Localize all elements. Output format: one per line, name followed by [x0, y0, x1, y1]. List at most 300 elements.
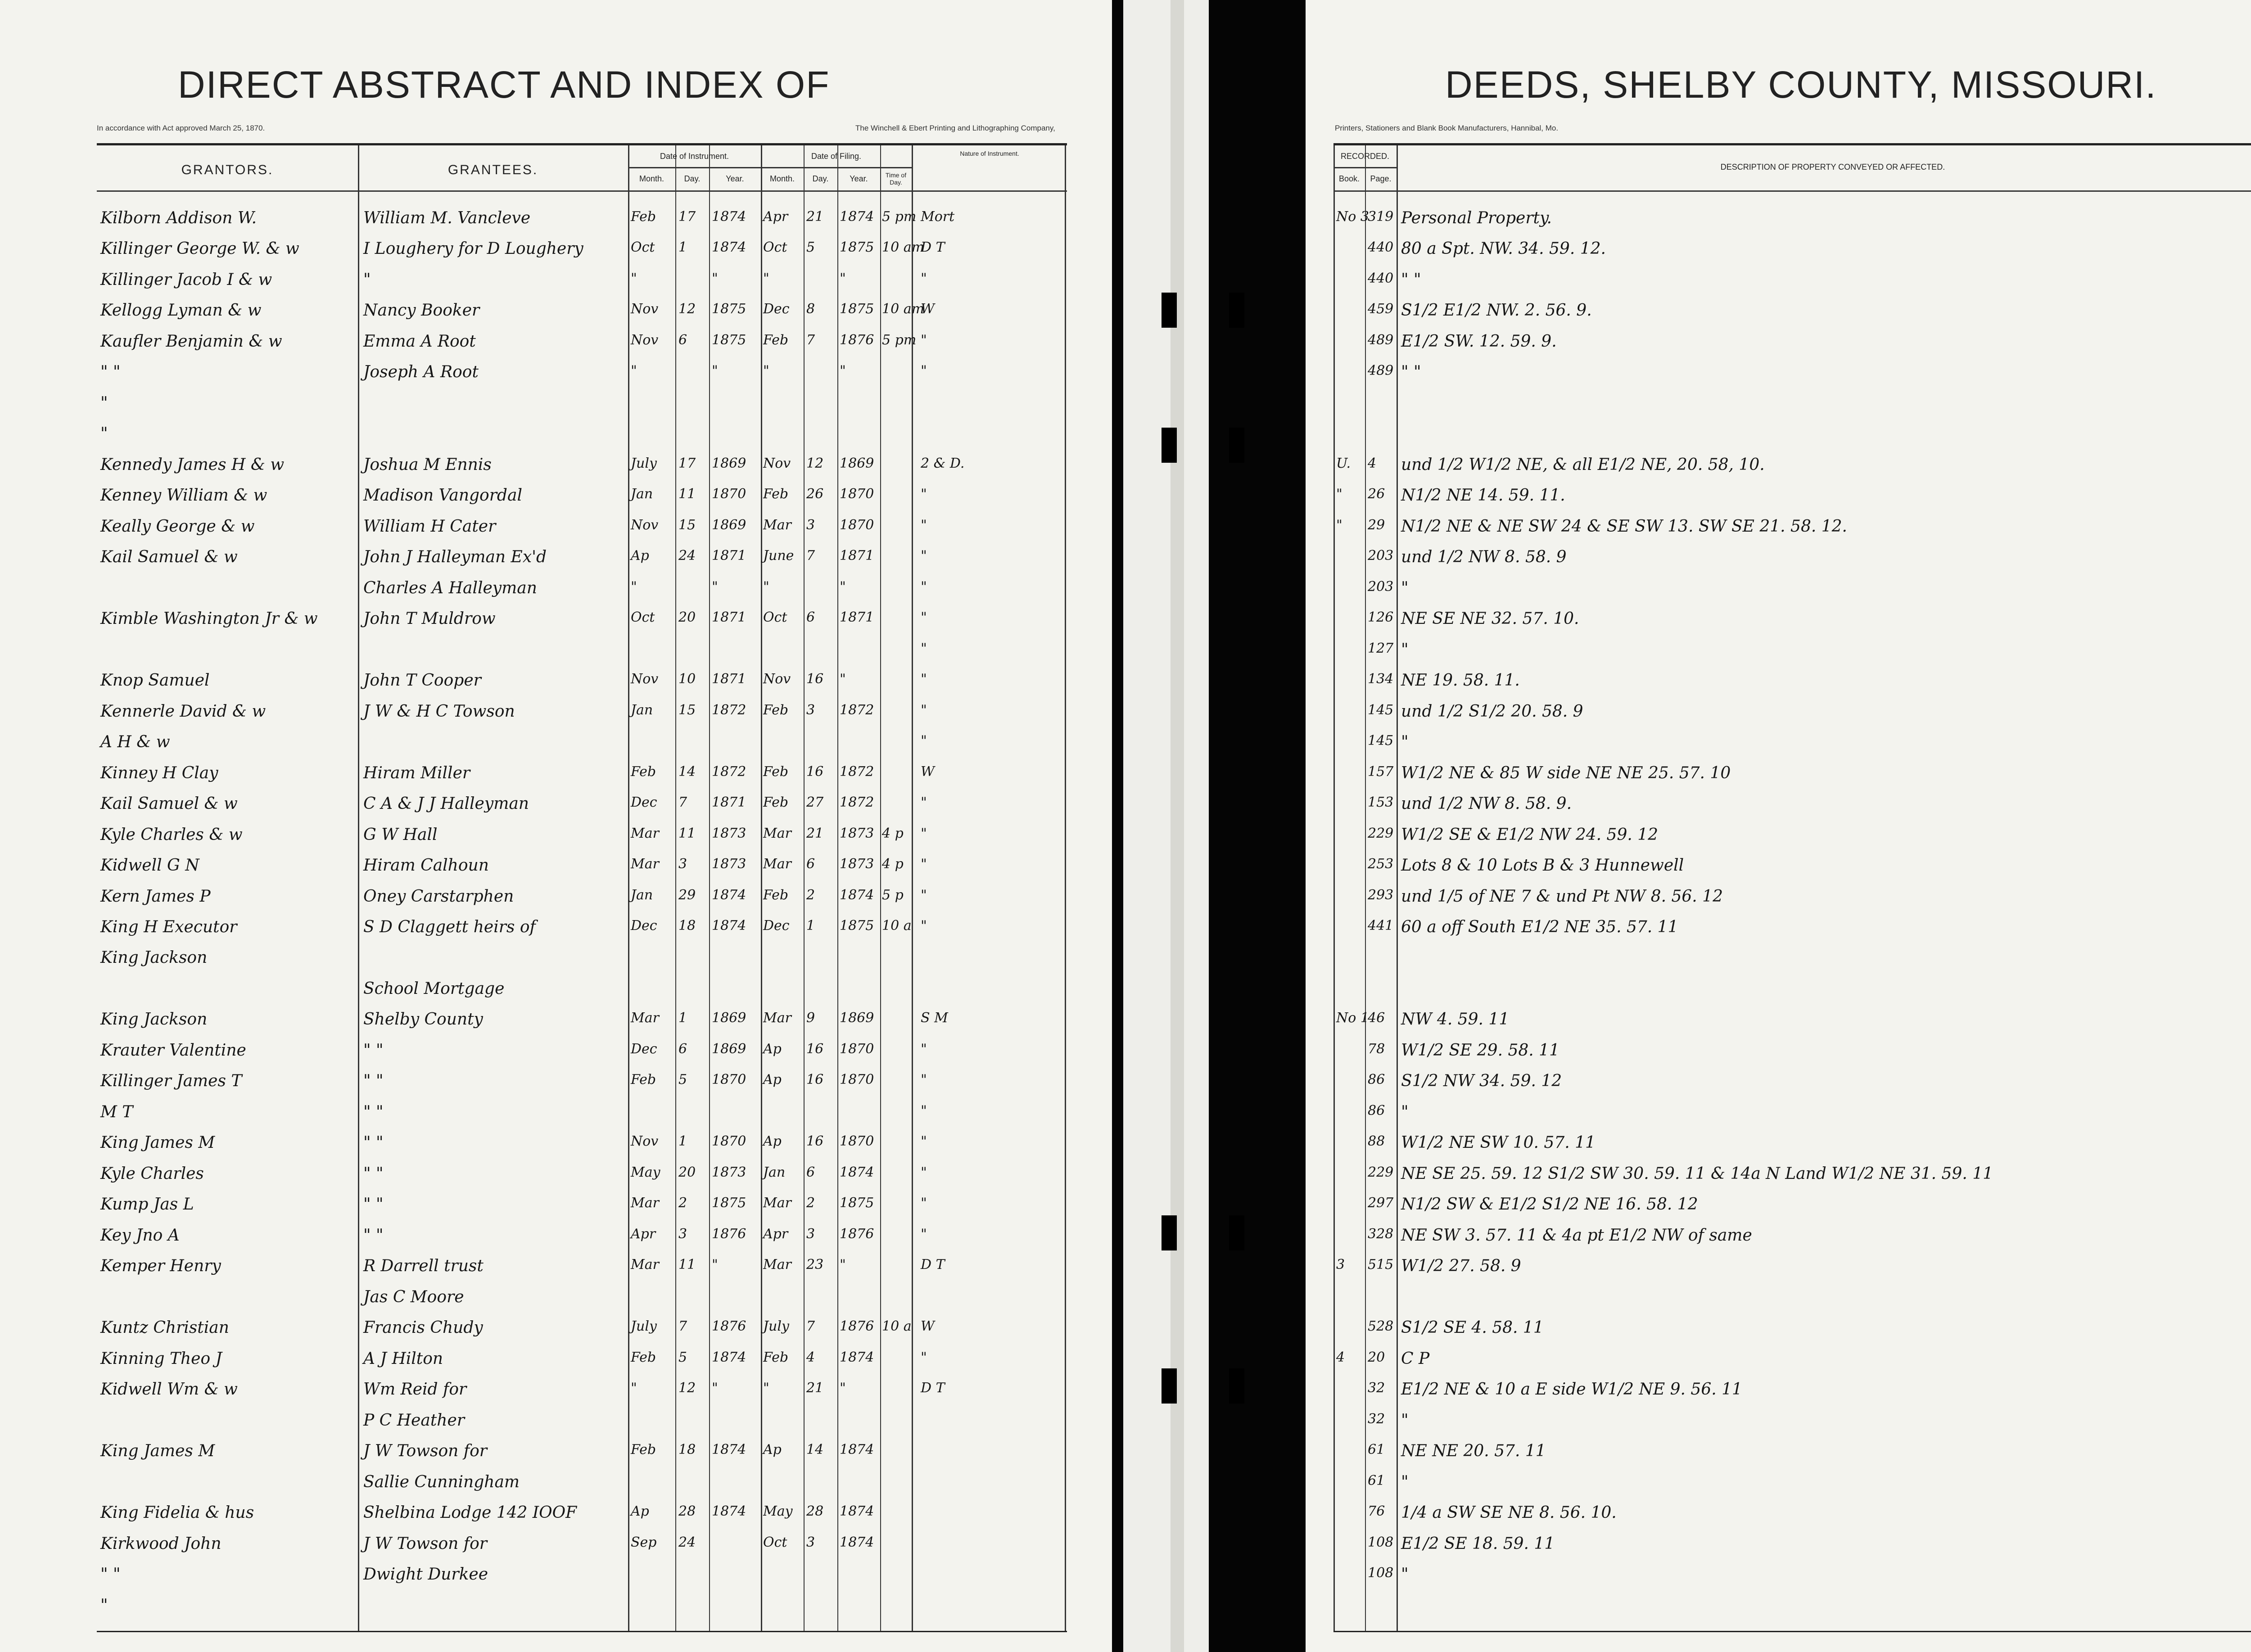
- filing-day: 2: [806, 1195, 815, 1211]
- filing-day: 8: [806, 301, 815, 317]
- grantor-name: Killinger James T: [100, 1072, 242, 1090]
- binding-hole: [1229, 293, 1244, 328]
- filing-year: 1870: [840, 1041, 874, 1057]
- book-number: 4: [1336, 1350, 1345, 1365]
- description-header: DESCRIPTION OF PROPERTY CONVEYED OR AFFECTED.: [1720, 162, 1945, 172]
- filing-year: 1871: [840, 609, 874, 625]
- instrument-year: ": [712, 1257, 718, 1273]
- filing-year: ": [840, 271, 846, 286]
- nature-of-instrument: ": [921, 641, 927, 656]
- table-row: [97, 1439, 1067, 1470]
- page-number-entry: 528: [1368, 1318, 1394, 1334]
- property-description: 80 a Spt. NW. 34. 59. 12.: [1401, 239, 1606, 258]
- filing-month: Feb: [763, 332, 789, 348]
- instrument-month: July: [631, 1318, 657, 1334]
- table-row: [1333, 483, 2251, 514]
- filing-day-header: Day.: [812, 174, 829, 183]
- table-row: [97, 1470, 1067, 1501]
- binding-hole: [1162, 293, 1177, 328]
- grantee-name: Francis Chudy: [363, 1318, 483, 1337]
- table-row: [1333, 206, 2251, 237]
- instrument-day: 20: [678, 609, 696, 625]
- table-row: [1333, 977, 2251, 1007]
- property-description: NE SW 3. 57. 11 & 4a pt E1/2 NW of same: [1401, 1226, 1752, 1245]
- grantor-name: Kinney H Clay: [100, 764, 218, 782]
- property-description: NE SE 25. 59. 12 S1/2 SW 30. 59. 11 & 14a N Land W1/2 NE 31. 59. 11: [1401, 1165, 1993, 1183]
- grantor-name: ": [100, 1596, 108, 1615]
- instrument-year: 1870: [712, 1072, 746, 1088]
- property-description: ": [1401, 579, 1409, 597]
- table-row: [1333, 761, 2251, 792]
- instrument-day: 6: [678, 332, 687, 348]
- instrument-day: 2: [678, 1195, 687, 1211]
- book-header: Book.: [1338, 174, 1360, 183]
- instrument-year: 1869: [712, 456, 746, 471]
- instrument-month: ": [631, 271, 637, 286]
- table-row: [97, 1038, 1067, 1069]
- table-row: [97, 298, 1067, 329]
- grantee-name: Sallie Cunningham: [363, 1473, 520, 1491]
- instrument-month: Mar: [631, 826, 659, 841]
- property-description: N1/2 NE 14. 59. 11.: [1401, 486, 1565, 505]
- instrument-month: ": [631, 1380, 637, 1396]
- property-description: ": [1401, 733, 1409, 751]
- table-row: [97, 1007, 1067, 1038]
- instrument-month: Nov: [631, 301, 659, 317]
- filing-month-header: Month.: [769, 174, 795, 183]
- page-number-entry: 253: [1368, 856, 1394, 872]
- nature-of-instrument: ": [921, 1165, 927, 1180]
- page-number-entry: 20: [1368, 1350, 1385, 1365]
- grantee-name: C A & J J Halleyman: [363, 794, 529, 813]
- printer-credit-right: Printers, Stationers and Blank Book Manufacturers, Hannibal, Mo.: [1335, 124, 1559, 132]
- table-row: [97, 422, 1067, 452]
- instrument-day: 1: [678, 1010, 687, 1026]
- inst-year-header: Year.: [726, 174, 744, 183]
- filing-day: 3: [806, 702, 815, 718]
- instrument-month: Mar: [631, 1195, 659, 1211]
- table-row: [1333, 1192, 2251, 1223]
- nature-of-instrument: ": [921, 1195, 927, 1211]
- page-number-entry: 26: [1368, 486, 1385, 502]
- filing-year: 1872: [840, 702, 874, 718]
- grantor-name: Kenney William & w: [100, 486, 267, 505]
- filing-day: 3: [806, 1535, 815, 1550]
- instrument-year: 1872: [712, 702, 746, 718]
- filing-day: 27: [806, 794, 824, 810]
- table-row: [97, 391, 1067, 422]
- table-row: [97, 700, 1067, 730]
- instrument-day: 29: [678, 887, 696, 903]
- nature-of-instrument: W: [921, 764, 935, 780]
- table-row: [1333, 607, 2251, 637]
- page-number-entry: 134: [1368, 671, 1394, 687]
- filing-month: Ap: [763, 1072, 782, 1088]
- instrument-day: 20: [678, 1165, 696, 1180]
- table-row: [97, 761, 1067, 792]
- page-number-entry: 46: [1368, 1010, 1385, 1026]
- nature-of-instrument: D T: [921, 1257, 945, 1273]
- filing-year: 1876: [840, 1318, 874, 1334]
- grantee-name: " ": [363, 1195, 384, 1214]
- grantor-name: Kail Samuel & w: [100, 548, 238, 566]
- instrument-month: Apr: [631, 1226, 656, 1242]
- filing-month: Mar: [763, 517, 791, 533]
- table-row: [1333, 1408, 2251, 1439]
- filing-month: Ap: [763, 1442, 782, 1458]
- page-number-entry: 145: [1368, 702, 1394, 718]
- filing-time: 10 a: [882, 918, 912, 934]
- table-row: [1333, 668, 2251, 699]
- property-description-table: [1333, 143, 2251, 1632]
- filing-year: 1873: [840, 856, 874, 872]
- instrument-month: Mar: [631, 1257, 659, 1273]
- page-number-entry: 29: [1368, 517, 1385, 533]
- property-description: W1/2 SE & E1/2 NW 24. 59. 12: [1401, 826, 1659, 844]
- filing-day: 23: [806, 1257, 824, 1273]
- filing-day: 3: [806, 517, 815, 533]
- table-row: [97, 977, 1067, 1007]
- page-number-entry: 86: [1368, 1072, 1385, 1088]
- page-header: Page.: [1370, 174, 1392, 183]
- filing-year: 1873: [840, 826, 874, 841]
- instrument-day: 3: [678, 1226, 687, 1242]
- instrument-year: 1871: [712, 671, 746, 687]
- table-row: [1333, 515, 2251, 545]
- instrument-day: 7: [678, 794, 687, 810]
- nature-of-instrument: ": [921, 332, 927, 348]
- table-row: [97, 607, 1067, 637]
- filing-day: 16: [806, 1041, 824, 1057]
- page-number-entry: 515: [1368, 1257, 1394, 1273]
- grantor-name: King Fidelia & hus: [100, 1503, 254, 1522]
- table-row: [1333, 853, 2251, 884]
- grantee-name: Wm Reid for: [363, 1380, 467, 1399]
- table-row: [97, 483, 1067, 514]
- instrument-year: 1871: [712, 548, 746, 564]
- filing-month: Nov: [763, 456, 791, 471]
- property-description: " ": [1401, 363, 1421, 381]
- table-row: [97, 237, 1067, 267]
- page-number-entry: 127: [1368, 641, 1394, 656]
- instrument-day: 28: [678, 1503, 696, 1519]
- instrument-month: Nov: [631, 517, 659, 533]
- grantee-name: " ": [363, 1103, 384, 1121]
- nature-of-instrument: ": [921, 671, 927, 687]
- instrument-month: ": [631, 579, 637, 595]
- table-row: [1333, 700, 2251, 730]
- instrument-month: Feb: [631, 1072, 656, 1088]
- instrument-day: 18: [678, 918, 696, 934]
- grantee-name: John T Muldrow: [363, 609, 496, 628]
- right-ledger-page: [1306, 0, 2251, 1652]
- filing-day: 4: [806, 1350, 815, 1365]
- filing-year: 1870: [840, 486, 874, 502]
- grantor-name: Kaufler Benjamin & w: [100, 332, 282, 351]
- instrument-year: 1873: [712, 856, 746, 872]
- filing-day: 9: [806, 1010, 815, 1026]
- grantee-name: J W Towson for: [363, 1535, 488, 1553]
- table-row: [97, 360, 1067, 391]
- grantee-name: Nancy Booker: [363, 301, 480, 320]
- filing-year: 1869: [840, 1010, 874, 1026]
- property-description: " ": [1401, 271, 1421, 289]
- filing-month: Jan: [763, 1165, 786, 1180]
- page-number-entry: 108: [1368, 1535, 1394, 1550]
- filing-month: Oct: [763, 239, 787, 255]
- right-page-title: DEEDS, SHELBY COUNTY, MISSOURI.: [1445, 63, 2157, 106]
- property-description: ": [1401, 1411, 1409, 1430]
- filing-year: 1876: [840, 332, 874, 348]
- nature-of-instrument: S M: [921, 1010, 948, 1026]
- instrument-month: Feb: [631, 1442, 656, 1458]
- property-description: NE NE 20. 57. 11: [1401, 1442, 1546, 1460]
- instrument-month: Oct: [631, 239, 655, 255]
- nature-of-instrument: ": [921, 548, 927, 564]
- nature-of-instrument: ": [921, 1103, 927, 1119]
- instrument-year: 1871: [712, 609, 746, 625]
- table-row: [1333, 1593, 2251, 1624]
- instrument-day: 1: [678, 239, 687, 255]
- table-row: [97, 1192, 1067, 1223]
- table-row: [1333, 1347, 2251, 1377]
- table-row: [1333, 1007, 2251, 1038]
- instrument-month: Jan: [631, 702, 653, 718]
- filing-day: 21: [806, 209, 824, 225]
- filing-month: Mar: [763, 1195, 791, 1211]
- property-description: ": [1401, 641, 1409, 659]
- filing-time: 5 pm: [882, 332, 917, 348]
- table-row: [97, 1316, 1067, 1346]
- instrument-year: 1876: [712, 1318, 746, 1334]
- page-number-entry: 86: [1368, 1103, 1385, 1119]
- table-row: [1333, 576, 2251, 607]
- instrument-year: ": [712, 271, 718, 286]
- table-row: [1333, 268, 2251, 298]
- grantor-name: Kidwell Wm & w: [100, 1380, 238, 1399]
- book-number: ": [1336, 517, 1342, 533]
- page-number-entry: 319: [1368, 209, 1394, 225]
- table-row: [1333, 329, 2251, 360]
- grantor-name: Killinger George W. & w: [100, 239, 299, 258]
- table-row: [1333, 391, 2251, 422]
- filing-year: ": [840, 363, 846, 379]
- instrument-day: 24: [678, 1535, 696, 1550]
- instrument-year: 1874: [712, 209, 746, 225]
- page-number-entry: 441: [1368, 918, 1394, 934]
- filing-time: 5 p: [882, 887, 904, 903]
- instrument-month: Dec: [631, 794, 657, 810]
- filing-day: 16: [806, 764, 824, 780]
- table-row: [1333, 237, 2251, 267]
- grantor-name: Kirkwood John: [100, 1535, 221, 1553]
- filing-month: Mar: [763, 856, 791, 872]
- page-number-entry: 4: [1368, 456, 1377, 471]
- filing-year: 1872: [840, 764, 874, 780]
- filing-month: Feb: [763, 1350, 789, 1365]
- grantee-name: Joseph A Root: [363, 363, 479, 381]
- instrument-day: 18: [678, 1442, 696, 1458]
- grantor-name: King James M: [100, 1133, 215, 1152]
- filing-day: 2: [806, 887, 815, 903]
- filing-year: 1876: [840, 1226, 874, 1242]
- date-of-instrument-header: Date of Instrument.: [660, 152, 729, 161]
- left-page-title: DIRECT ABSTRACT AND INDEX OF: [178, 63, 830, 106]
- table-row: [1333, 1038, 2251, 1069]
- filing-year: 1874: [840, 1535, 874, 1550]
- table-row: [1333, 422, 2251, 452]
- grantor-name: Kilborn Addison W.: [100, 209, 257, 227]
- filing-year: ": [840, 1380, 846, 1396]
- instrument-year: 1874: [712, 1503, 746, 1519]
- grantee-name: Hiram Miller: [363, 764, 470, 782]
- instrument-day: 7: [678, 1318, 687, 1334]
- filing-year: 1875: [840, 301, 874, 317]
- filing-year: 1870: [840, 1072, 874, 1088]
- table-row: [1333, 823, 2251, 853]
- table-row: [97, 1501, 1067, 1531]
- instrument-day: 5: [678, 1350, 687, 1365]
- instrument-day: 12: [678, 301, 696, 317]
- instrument-year: 1872: [712, 764, 746, 780]
- table-row: [1333, 1100, 2251, 1131]
- nature-of-instrument: ": [921, 609, 927, 625]
- filing-day: 21: [806, 1380, 824, 1396]
- filing-month: ": [763, 1380, 769, 1396]
- date-of-filing-header: Date of Filing.: [811, 152, 862, 161]
- book-number: No 1: [1336, 1010, 1369, 1026]
- property-description: ": [1401, 1565, 1409, 1584]
- table-row: [1333, 545, 2251, 576]
- nature-of-instrument: ": [921, 363, 927, 379]
- instrument-month: Jan: [631, 887, 653, 903]
- filing-month: Mar: [763, 1257, 791, 1273]
- grantee-name: S D Claggett heirs of: [363, 918, 536, 936]
- filing-day: 5: [806, 239, 815, 255]
- filing-time: 10 am: [882, 301, 925, 317]
- filing-year: 1874: [840, 1503, 874, 1519]
- nature-of-instrument: W: [921, 301, 935, 317]
- filing-year: ": [840, 671, 846, 687]
- table-row: [1333, 1377, 2251, 1408]
- instrument-day: 17: [678, 456, 696, 471]
- grantor-name: Kern James P: [100, 887, 211, 906]
- grantee-name: Oney Carstarphen: [363, 887, 514, 906]
- filing-year: ": [840, 1257, 846, 1273]
- grantee-name: " ": [363, 1133, 384, 1152]
- filing-month: Feb: [763, 794, 789, 810]
- instrument-year: ": [712, 1380, 718, 1396]
- filing-year-header: Year.: [850, 174, 868, 183]
- instrument-day: 14: [678, 764, 696, 780]
- page-number-entry: 88: [1368, 1133, 1385, 1149]
- inst-day-header: Day.: [684, 174, 701, 183]
- grantor-name: " ": [100, 1565, 121, 1584]
- table-row: [1333, 298, 2251, 329]
- grantor-name: King James M: [100, 1442, 215, 1460]
- table-row: [1333, 1223, 2251, 1254]
- instrument-day: 24: [678, 548, 696, 564]
- table-row: [97, 329, 1067, 360]
- nature-of-instrument: ": [921, 1041, 927, 1057]
- nature-of-instrument: ": [921, 794, 927, 810]
- grantor-name: Krauter Valentine: [100, 1041, 246, 1060]
- nature-of-instrument: ": [921, 733, 927, 749]
- filing-day: 16: [806, 671, 824, 687]
- grantees-header: GRANTEES.: [447, 162, 538, 177]
- filing-month: Feb: [763, 702, 789, 718]
- instrument-day: 15: [678, 702, 696, 718]
- instrument-year: 1874: [712, 887, 746, 903]
- property-description: NE 19. 58. 11.: [1401, 671, 1520, 690]
- instrument-month: Nov: [631, 332, 659, 348]
- nature-of-instrument: ": [921, 486, 927, 502]
- page-number-entry: 203: [1368, 548, 1394, 564]
- property-description: N1/2 SW & E1/2 S1/2 NE 16. 58. 12: [1401, 1195, 1698, 1214]
- page-number-entry: 157: [1368, 764, 1394, 780]
- grantee-name: Shelbina Lodge 142 IOOF: [363, 1503, 577, 1522]
- table-row: [1333, 1131, 2251, 1161]
- table-row: [1333, 730, 2251, 761]
- instrument-year: 1875: [712, 1195, 746, 1211]
- grantor-name: King H Executor: [100, 918, 237, 936]
- filing-month: ": [763, 271, 769, 286]
- property-description: S1/2 NW 34. 59. 12: [1401, 1072, 1562, 1090]
- binding-hole: [1162, 1368, 1177, 1404]
- filing-day: 3: [806, 1226, 815, 1242]
- filing-day: 21: [806, 826, 824, 841]
- instrument-month: Oct: [631, 609, 655, 625]
- grantee-name: Jas C Moore: [363, 1288, 464, 1306]
- grantor-name: Kail Samuel & w: [100, 794, 238, 813]
- nature-of-instrument: ": [921, 702, 927, 718]
- filing-time: 5 pm: [882, 209, 917, 225]
- page-number-entry: 229: [1368, 1165, 1394, 1180]
- table-row: [97, 1347, 1067, 1377]
- grantee-name: I Loughery for D Loughery: [363, 239, 583, 258]
- filing-day: 1: [806, 918, 815, 934]
- instrument-day: 6: [678, 1041, 687, 1057]
- grantors-header: GRANTORS.: [181, 162, 274, 177]
- binding-strip: [1123, 0, 1209, 1652]
- page-number-entry: 440: [1368, 239, 1394, 255]
- grantor-name: Kinning Theo J: [100, 1350, 222, 1368]
- filing-day: 7: [806, 548, 815, 564]
- table-row: [97, 515, 1067, 545]
- table-row: [1333, 1316, 2251, 1346]
- filing-month: Oct: [763, 1535, 787, 1550]
- property-description: und 1/2 S1/2 20. 58. 9: [1401, 702, 1583, 721]
- instrument-year: 1869: [712, 517, 746, 533]
- filing-month: July: [763, 1318, 789, 1334]
- nature-of-instrument: D T: [921, 1380, 945, 1396]
- table-row: [1333, 1501, 2251, 1531]
- page-number-entry: 108: [1368, 1565, 1394, 1581]
- table-row: [97, 453, 1067, 483]
- grantor-name: Kuntz Christian: [100, 1318, 229, 1337]
- table-row: [1333, 1439, 2251, 1470]
- property-description: und 1/5 of NE 7 & und Pt NW 8. 56. 12: [1401, 887, 1723, 906]
- table-row: [1333, 885, 2251, 915]
- instrument-year: 1874: [712, 918, 746, 934]
- instrument-month: Ap: [631, 548, 649, 564]
- filing-month: Mar: [763, 1010, 791, 1026]
- grantee-name: " ": [363, 1072, 384, 1090]
- filing-month: Ap: [763, 1133, 782, 1149]
- filing-day: 7: [806, 332, 815, 348]
- filing-month: Nov: [763, 671, 791, 687]
- filing-day: 6: [806, 609, 815, 625]
